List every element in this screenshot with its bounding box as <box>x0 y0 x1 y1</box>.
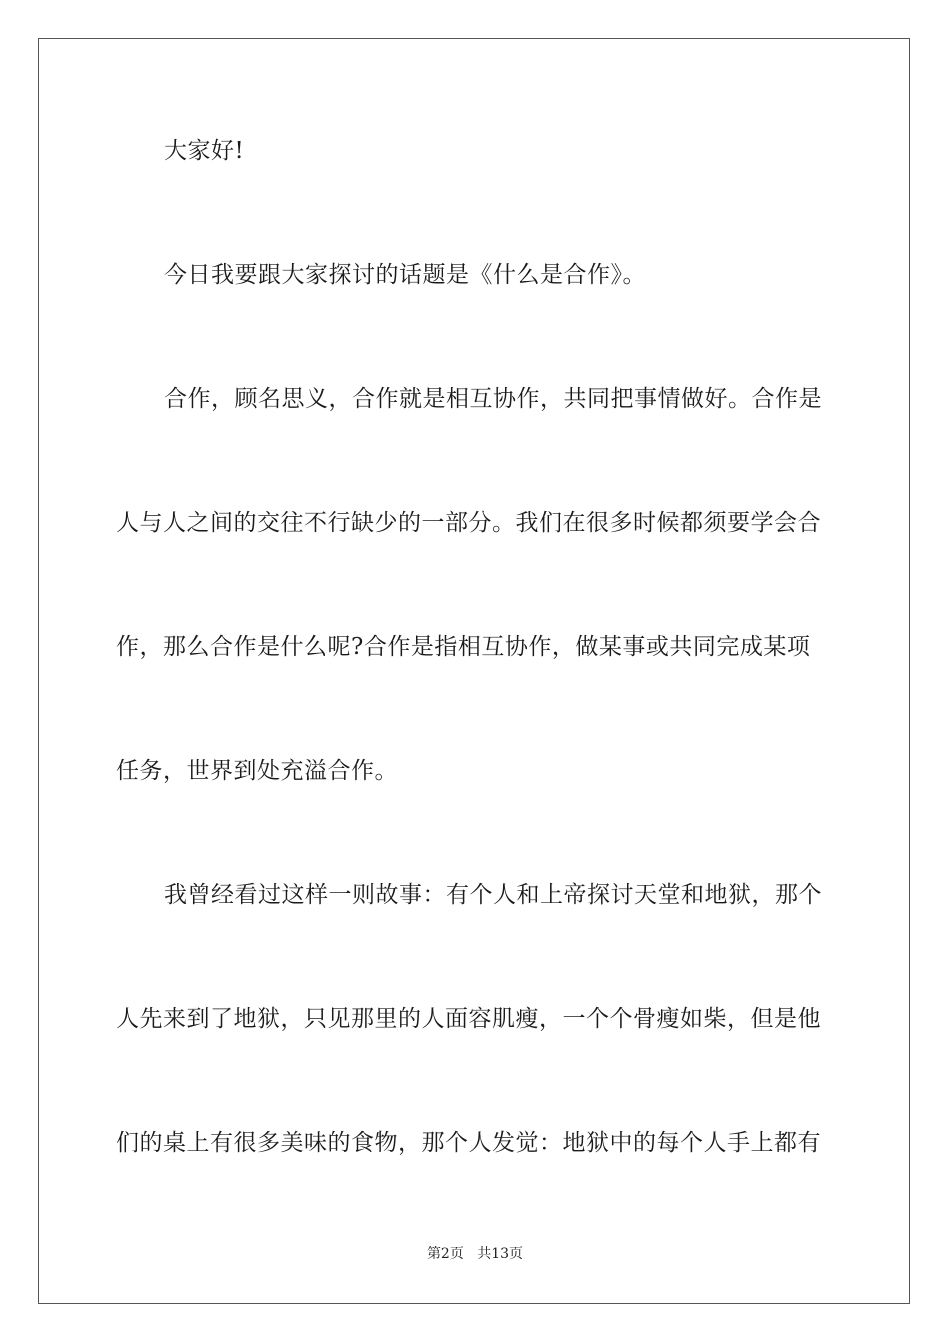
paragraph-topic: 今日我要跟大家探讨的话题是《什么是合作》。 <box>164 262 646 288</box>
paragraph-greeting: 大家好! <box>164 138 245 164</box>
page-number: 第2页 <box>426 1246 464 1262</box>
page-total: 共13页 <box>477 1246 524 1262</box>
paragraph-definition-line-4: 任务，世界到处充溢合作。 <box>116 758 398 784</box>
paragraph-definition-line-3: 作，那么合作是什么呢?合作是指相互协作，做某事或共同完成某项 <box>116 634 811 660</box>
paragraph-story-line-2: 人先来到了地狱，只见那里的人面容肌瘦，一个个骨瘦如柴，但是他 <box>116 1006 821 1032</box>
paragraph-story-line-1: 我曾经看过这样一则故事：有个人和上帝探讨天堂和地狱，那个 <box>164 882 822 908</box>
page-border <box>38 38 910 1304</box>
paragraph-definition-line-2: 人与人之间的交往不行缺少的一部分。我们在很多时候都须要学会合 <box>116 510 821 536</box>
paragraph-definition-line-1: 合作，顾名思义，合作就是相互协作，共同把事情做好。合作是 <box>164 386 822 412</box>
paragraph-story-line-3: 们的桌上有很多美味的食物，那个人发觉：地狱中的每个人手上都有 <box>116 1130 821 1156</box>
page-footer <box>0 1244 950 1264</box>
